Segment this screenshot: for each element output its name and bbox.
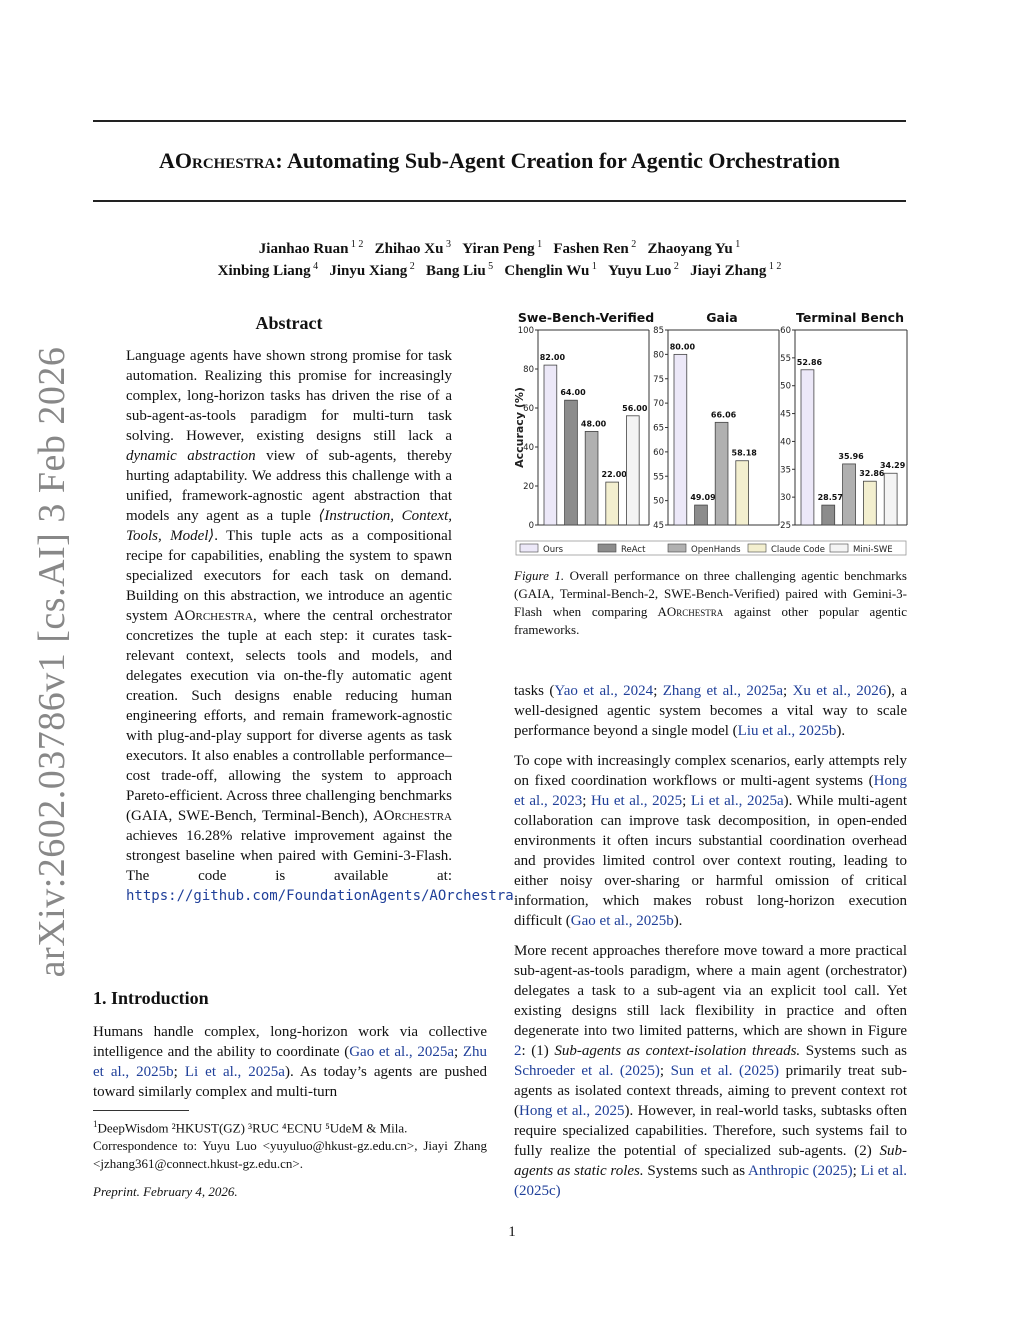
paragraph: To cope with increasingly complex scenarios, early attempts rely on fixed coordination workflows or multi-agent systems (Hong et al., 2023; Hu et al., 2025; Li et al., 2025a). While multi-agent collaboration can improve task decomposition, in open-ended environments it often incurs substantial coordination overhead and provides limited control over context routing, leading to either noisy over-sharing or harmful omission of critical information, which makes robust long-horizon execution difficult (Gao et al., 2025b). (514, 753, 907, 929)
paragraph: tasks (Yao et al., 2024; Zhang et al., 2025a; Xu et al., 2026), a well-designed agentic system becomes a vital way to scale performance beyond a single model (Liu et al., 2025b). (514, 683, 908, 739)
citation-link[interactable]: Li et al., 2025a (690, 793, 784, 809)
bar-value-label: 35.96 (838, 451, 864, 461)
bar-value-label: 22.00 (601, 470, 627, 480)
citation-link[interactable]: Yao et al., 2024 (554, 683, 654, 699)
citation-link[interactable]: Li et al., 2025a (184, 1064, 285, 1080)
author-name: Bang Liu (426, 263, 486, 279)
y-tick-label: 80 (523, 365, 534, 375)
abstract-heading: Abstract (255, 313, 323, 333)
author-name: Zhaoyang Yu (647, 241, 733, 257)
y-tick-label: 60 (523, 404, 534, 414)
y-tick-label: 55 (780, 353, 791, 364)
citation-link[interactable]: Hong et al., 2025 (519, 1103, 625, 1119)
footnote: $^1$DeepWisdom ²HKUST(GZ) ³RUC ⁴ECNU ⁵UdeM & Mila. Correspondence to: Yuyu Luo <yuyuluo@hkust-gz.edu.cn>, Jiayi Zhang <jzhang361@connect.hkust-gz.edu.cn>. (93, 1119, 487, 1172)
bar (626, 416, 639, 525)
page-number: 1 (508, 1224, 516, 1240)
bar-value-label: 56.00 (622, 403, 648, 413)
citation-link[interactable]: Hong et al., 2023 (514, 773, 907, 809)
abstract-body: Language agents have shown strong promise for task automation. Realizing this promise for increasingly complex, long-horizon tasks has driven the rise of a sub-agent-as-tools paradigm for multi-turn task solving. However, existing designs still lack a dynamic abstraction view of sub-agents, thereby hurting adaptability. We address this challenge with a unified, framework-agnostic agent abstraction that models any agent as a tuple ⟨Instruction, Context, Tools, Model⟩. This tuple acts as a compositional recipe for capabilities, enabling the system to spawn specialized executors for each task on demand. Building on this abstraction, we introduce an agentic system AOrchestra, where the central orchestrator concretizes the tuple at each step: it curates task-relevant context, selects tools and models, and delegates execution via on-the-fly automatic agent creation. Such designs enable reducing human engineering efforts, and remain framework-agnostic with plug-and-play support for diverse agents as task executors. It also enables a controllable performance–cost trade-off, allowing the system to approach Pareto-efficient. Across three challenging benchmarks (GAIA, SWE-Bench, Terminal-Bench), AOrchestra achieves 16.28% relative improvement against the strongest baseline when paired with Gemini-3-Flash. The code is available at: https://github.com/FoundationAgents/AOrchestra (126, 348, 514, 904)
panel-title: Terminal Bench (795, 310, 905, 325)
bar (606, 482, 619, 525)
agent-tuple: ⟨Instruction, Context, Tools, Model⟩ (126, 508, 453, 544)
y-tick-label: 100 (517, 326, 534, 336)
legend-swatch (830, 544, 848, 552)
footnote-rule (93, 1110, 189, 1111)
author-affiliation: 5 (485, 261, 494, 272)
preprint-note: Preprint. February 4, 2026. (93, 1184, 238, 1199)
y-tick-label: 50 (780, 381, 791, 392)
bar-value-label: 34.29 (879, 461, 906, 471)
y-tick-label: 75 (653, 374, 664, 385)
title-rule-bottom (93, 200, 906, 202)
author-affiliation: 1 2 (766, 261, 782, 272)
y-tick-label: 65 (653, 423, 664, 434)
author-name: Jiayi Zhang (690, 263, 767, 279)
bar-value-label: 64.00 (560, 388, 586, 398)
y-tick-label: 70 (653, 399, 664, 410)
legend-swatch (520, 544, 538, 552)
title-rule-top (93, 120, 906, 122)
citation-link[interactable]: Schroeder et al. (2025) (514, 1063, 660, 1079)
author-name: Jianhao Ruan (258, 241, 349, 257)
citation-link[interactable]: Hu et al., 2025 (590, 793, 683, 809)
bar (695, 505, 708, 525)
author-name: Jinyu Xiang (329, 263, 408, 279)
legend-swatch (748, 544, 766, 552)
y-tick-label: 55 (653, 472, 664, 483)
citation-link[interactable]: Gao et al., 2025a (349, 1044, 454, 1060)
y-tick-label: 80 (653, 350, 664, 361)
y-tick-label: 60 (653, 447, 664, 458)
y-tick-label: 40 (780, 437, 791, 448)
bar-value-label: 66.06 (710, 410, 737, 420)
y-tick-label: 60 (780, 326, 791, 336)
citation-link[interactable]: Anthropic (2025) (748, 1163, 853, 1179)
legend-label: Ours (543, 545, 564, 555)
legend-label: Mini-SWE (853, 545, 893, 555)
bar-value-label: 28.57 (817, 493, 843, 503)
citation-link[interactable]: Xu et al., 2026 (792, 683, 887, 699)
author-affiliation: 4 (310, 261, 319, 272)
figure-1-chart (508, 306, 910, 560)
y-tick-label: 45 (653, 521, 664, 531)
bar (822, 505, 835, 525)
paper-title: AOrchestra: Automating Sub-Agent Creation for Agentic Orchestration (158, 148, 840, 173)
citation-link[interactable]: Zhu et al., 2025b (93, 1044, 487, 1080)
y-tick-label: 45 (780, 409, 791, 420)
y-axis-label: Accuracy (%) (513, 387, 526, 468)
intro-body: Humans handle complex, long-horizon work via collective intelligence and the ability to coordinate (Gao et al., 2025a; Zhu et al., 2025b; Li et al., 2025a). As today’s agents are pushed toward similarly complex and multi-turn (93, 1024, 488, 1100)
author-affiliation: 1 (534, 239, 543, 250)
y-tick-label: 35 (780, 465, 791, 476)
legend-swatch (668, 544, 686, 552)
bar (843, 464, 856, 525)
bar-value-label: 58.18 (731, 448, 757, 458)
author-affiliation: 2 (628, 239, 637, 250)
author-affiliation: 1 (732, 239, 741, 250)
legend-label: OpenHands (691, 545, 741, 555)
bar (863, 481, 876, 525)
panel-title: Gaia (706, 310, 738, 325)
citation-link[interactable]: Liu et al., 2025b (737, 723, 837, 739)
authors-line-2 (93, 256, 906, 282)
bar-value-label: 32.86 (859, 469, 885, 479)
author-name: Chenglin Wu (504, 263, 590, 279)
author-affiliation: 2 (671, 261, 679, 272)
author-name: Xinbing Liang (217, 263, 311, 279)
bar-value-label: 82.00 (539, 353, 566, 363)
bar (585, 431, 598, 525)
bar-value-label: 52.86 (796, 357, 823, 367)
author-affiliation: 1 (589, 261, 597, 272)
y-tick-label: 25 (780, 521, 791, 531)
y-tick-label: 50 (653, 496, 664, 507)
bar-value-label: 48.00 (580, 419, 607, 429)
y-tick-label: 20 (523, 482, 534, 492)
author-name: Yiran Peng (462, 241, 535, 257)
author-affiliation: 3 (443, 239, 451, 250)
bar (801, 370, 814, 525)
intro-heading: 1. Introduction (93, 988, 209, 1008)
bar-value-label: 80.00 (669, 342, 696, 352)
author-affiliation: 2 (407, 261, 415, 272)
figure-link[interactable]: 2 (514, 1043, 522, 1059)
citation-link[interactable]: Zhang et al., 2025a (662, 683, 784, 699)
y-tick-label: 0 (528, 521, 534, 531)
bar (544, 365, 557, 525)
bar (565, 400, 578, 525)
code-link[interactable]: https://github.com/FoundationAgents/AOrchestra (126, 888, 514, 904)
right-column-body (514, 681, 907, 1211)
author-name: Yuyu Luo (608, 263, 672, 279)
paragraph: More recent approaches therefore move toward a more practical sub-agent-as-tools paradigm, where a main agent (orchestrator) delegates a task to a sub-agent via an explicit tool call. Yet existing designs still lack flexibility in practice and often degenerate into two limited patterns, which are shown in Figure 2: (1) Sub-agents as context-isolation threads. Systems such as Schroeder et al. (2025); Sun et al. (2025) primarily treat sub-agents as isolated context threads, aiming to prevent context rot (Hong et al., 2025). However, in real-world tasks, subtasks often require specialized capabilities. Therefore, such systems fail to fully realize the potential of specialized sub-agents. (2) Sub-agents as static roles. Systems such as Anthropic (2025); Li et al. (2025c) (514, 943, 908, 1199)
citation-link[interactable]: Sun et al. (2025) (670, 1063, 780, 1079)
citation-link[interactable]: Gao et al., 2025b (570, 913, 674, 929)
legend-label: ReAct (621, 545, 646, 555)
author-affiliation: 1 2 (348, 239, 364, 250)
author-name: Fashen Ren (553, 241, 629, 257)
bar-value-label: 49.09 (690, 493, 716, 503)
citation-link[interactable]: Li et al. (2025c) (514, 1163, 907, 1199)
figure-1-caption: Figure 1. Overall performance on three challenging agentic benchmarks (GAIA, Terminal-Bench-2, SWE-Bench-Verified) paired with Gemini-3-Flash when comparing AOrchestra against other popular agentic frameworks. (514, 568, 907, 637)
panel-title: Swe-Bench-Verified (517, 310, 655, 325)
y-tick-label: 40 (523, 443, 534, 453)
bar (715, 422, 728, 525)
arxiv-id: arXiv:2602.03786v1 [cs.AI] 3 Feb 2026 (31, 346, 73, 978)
legend-swatch (598, 544, 616, 552)
y-tick-label: 85 (653, 326, 664, 336)
author-name: Zhihao Xu (374, 241, 444, 257)
bar (736, 461, 749, 525)
y-tick-label: 30 (780, 493, 791, 504)
legend-label: Claude Code (771, 545, 825, 555)
bar (674, 354, 687, 525)
bar (884, 473, 897, 525)
